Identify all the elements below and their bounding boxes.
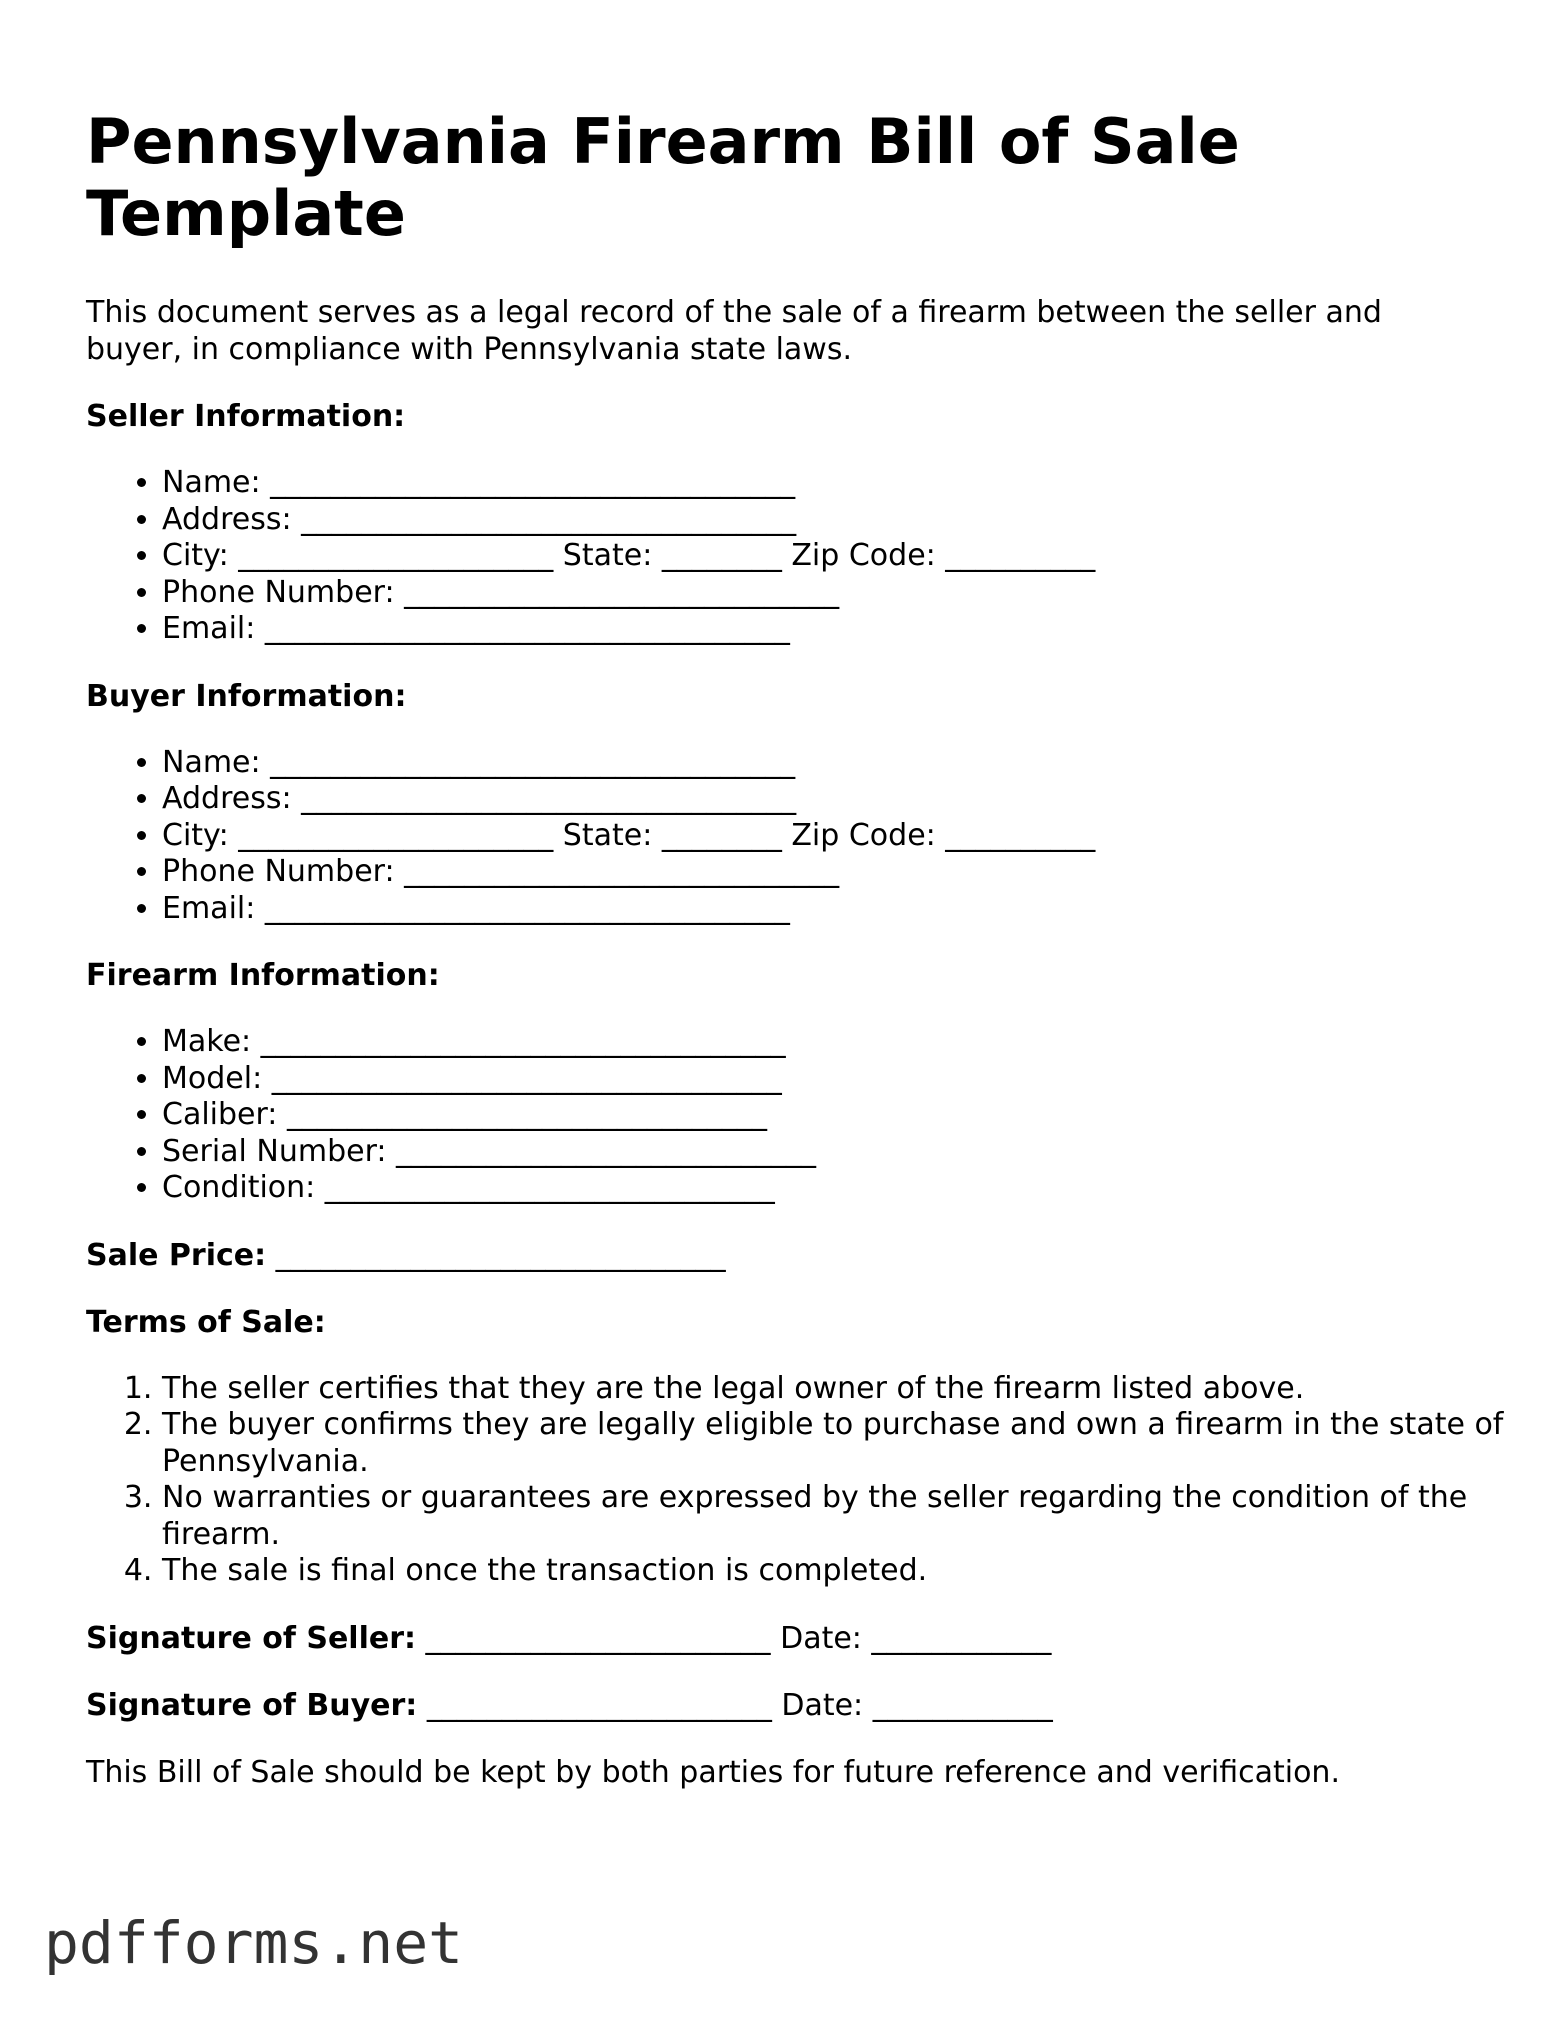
buyer-city-state-zip-field[interactable]: • City: _____________________ State: ________ Zip Code: __________ [162, 818, 1466, 855]
firearm-model-field[interactable]: • Model: __________________________________ [162, 1061, 1466, 1098]
buyer-signature-field[interactable]: _______________________ Date: ____________ [417, 1687, 1053, 1723]
terms-item: 4. The sale is final once the transaction is completed. [162, 1553, 1542, 1590]
firearm-caliber-field[interactable]: • Caliber: ________________________________ [162, 1097, 1466, 1134]
firearm-info-heading: Firearm Information: [86, 958, 440, 993]
watermark-logo: pdfforms.net [44, 1909, 464, 1977]
seller-phone-field[interactable]: • Phone Number: _____________________________ [162, 575, 1466, 612]
firearm-condition-field[interactable]: • Condition: ______________________________ [162, 1170, 1466, 1207]
buyer-name-field[interactable]: • Name: ___________________________________ [162, 745, 1466, 782]
sale-price-label: Sale Price: [86, 1237, 267, 1273]
seller-signature-field[interactable]: _______________________ Date: ____________ [416, 1620, 1052, 1656]
buyer-signature-line [86, 1687, 1466, 1724]
seller-name-field[interactable]: • Name: ___________________________________ [162, 465, 1466, 502]
seller-info-list [86, 465, 1466, 648]
firearm-info-list [86, 1024, 1466, 1207]
buyer-email-field[interactable]: • Email: ___________________________________ [162, 891, 1466, 928]
terms-item: 1. The seller certifies that they are the legal owner of the firearm listed above. [162, 1371, 1542, 1408]
seller-signature-line [86, 1620, 1466, 1657]
terms-heading: Terms of Sale: [86, 1304, 326, 1340]
sale-price-line [86, 1237, 1466, 1274]
buyer-info-list [86, 745, 1466, 928]
page-title: Pennsylvania Firearm Bill of Sale Template [86, 105, 1240, 250]
buyer-signature-label: Signature of Buyer: [86, 1687, 418, 1723]
seller-email-field[interactable]: • Email: ___________________________________ [162, 611, 1466, 648]
document-page [86, 105, 1504, 1791]
terms-list [86, 1371, 1542, 1590]
sale-price-field[interactable]: ______________________________ [266, 1237, 726, 1273]
firearm-serial-field[interactable]: • Serial Number: ____________________________ [162, 1134, 1466, 1171]
buyer-info-heading: Buyer Information: [86, 678, 407, 714]
terms-item: 2. The buyer confirms they are legally eligible to purchase and own a firearm in the state of Pennsylvania. [162, 1407, 1542, 1480]
buyer-address-field[interactable]: • Address: _________________________________ [162, 781, 1466, 818]
seller-signature-label: Signature of Seller: [86, 1620, 417, 1656]
seller-info-heading: Seller Information: [86, 399, 406, 434]
seller-city-state-zip-field[interactable]: • City: _____________________ State: ________ Zip Code: __________ [162, 538, 1466, 575]
firearm-make-field[interactable]: • Make: ___________________________________ [162, 1024, 1466, 1061]
terms-item: 3. No warranties or guarantees are expressed by the seller regarding the condition of the firearm. [162, 1480, 1542, 1553]
intro-paragraph: This document serves as a legal record of the sale of a firearm between the seller and buyer, in compliance with Pennsylvania state laws. [86, 295, 1382, 367]
seller-address-field[interactable]: • Address: _________________________________ [162, 502, 1466, 539]
buyer-phone-field[interactable]: • Phone Number: _____________________________ [162, 854, 1466, 891]
footer-note: This Bill of Sale should be kept by both parties for future reference and verification. [86, 1754, 1340, 1790]
